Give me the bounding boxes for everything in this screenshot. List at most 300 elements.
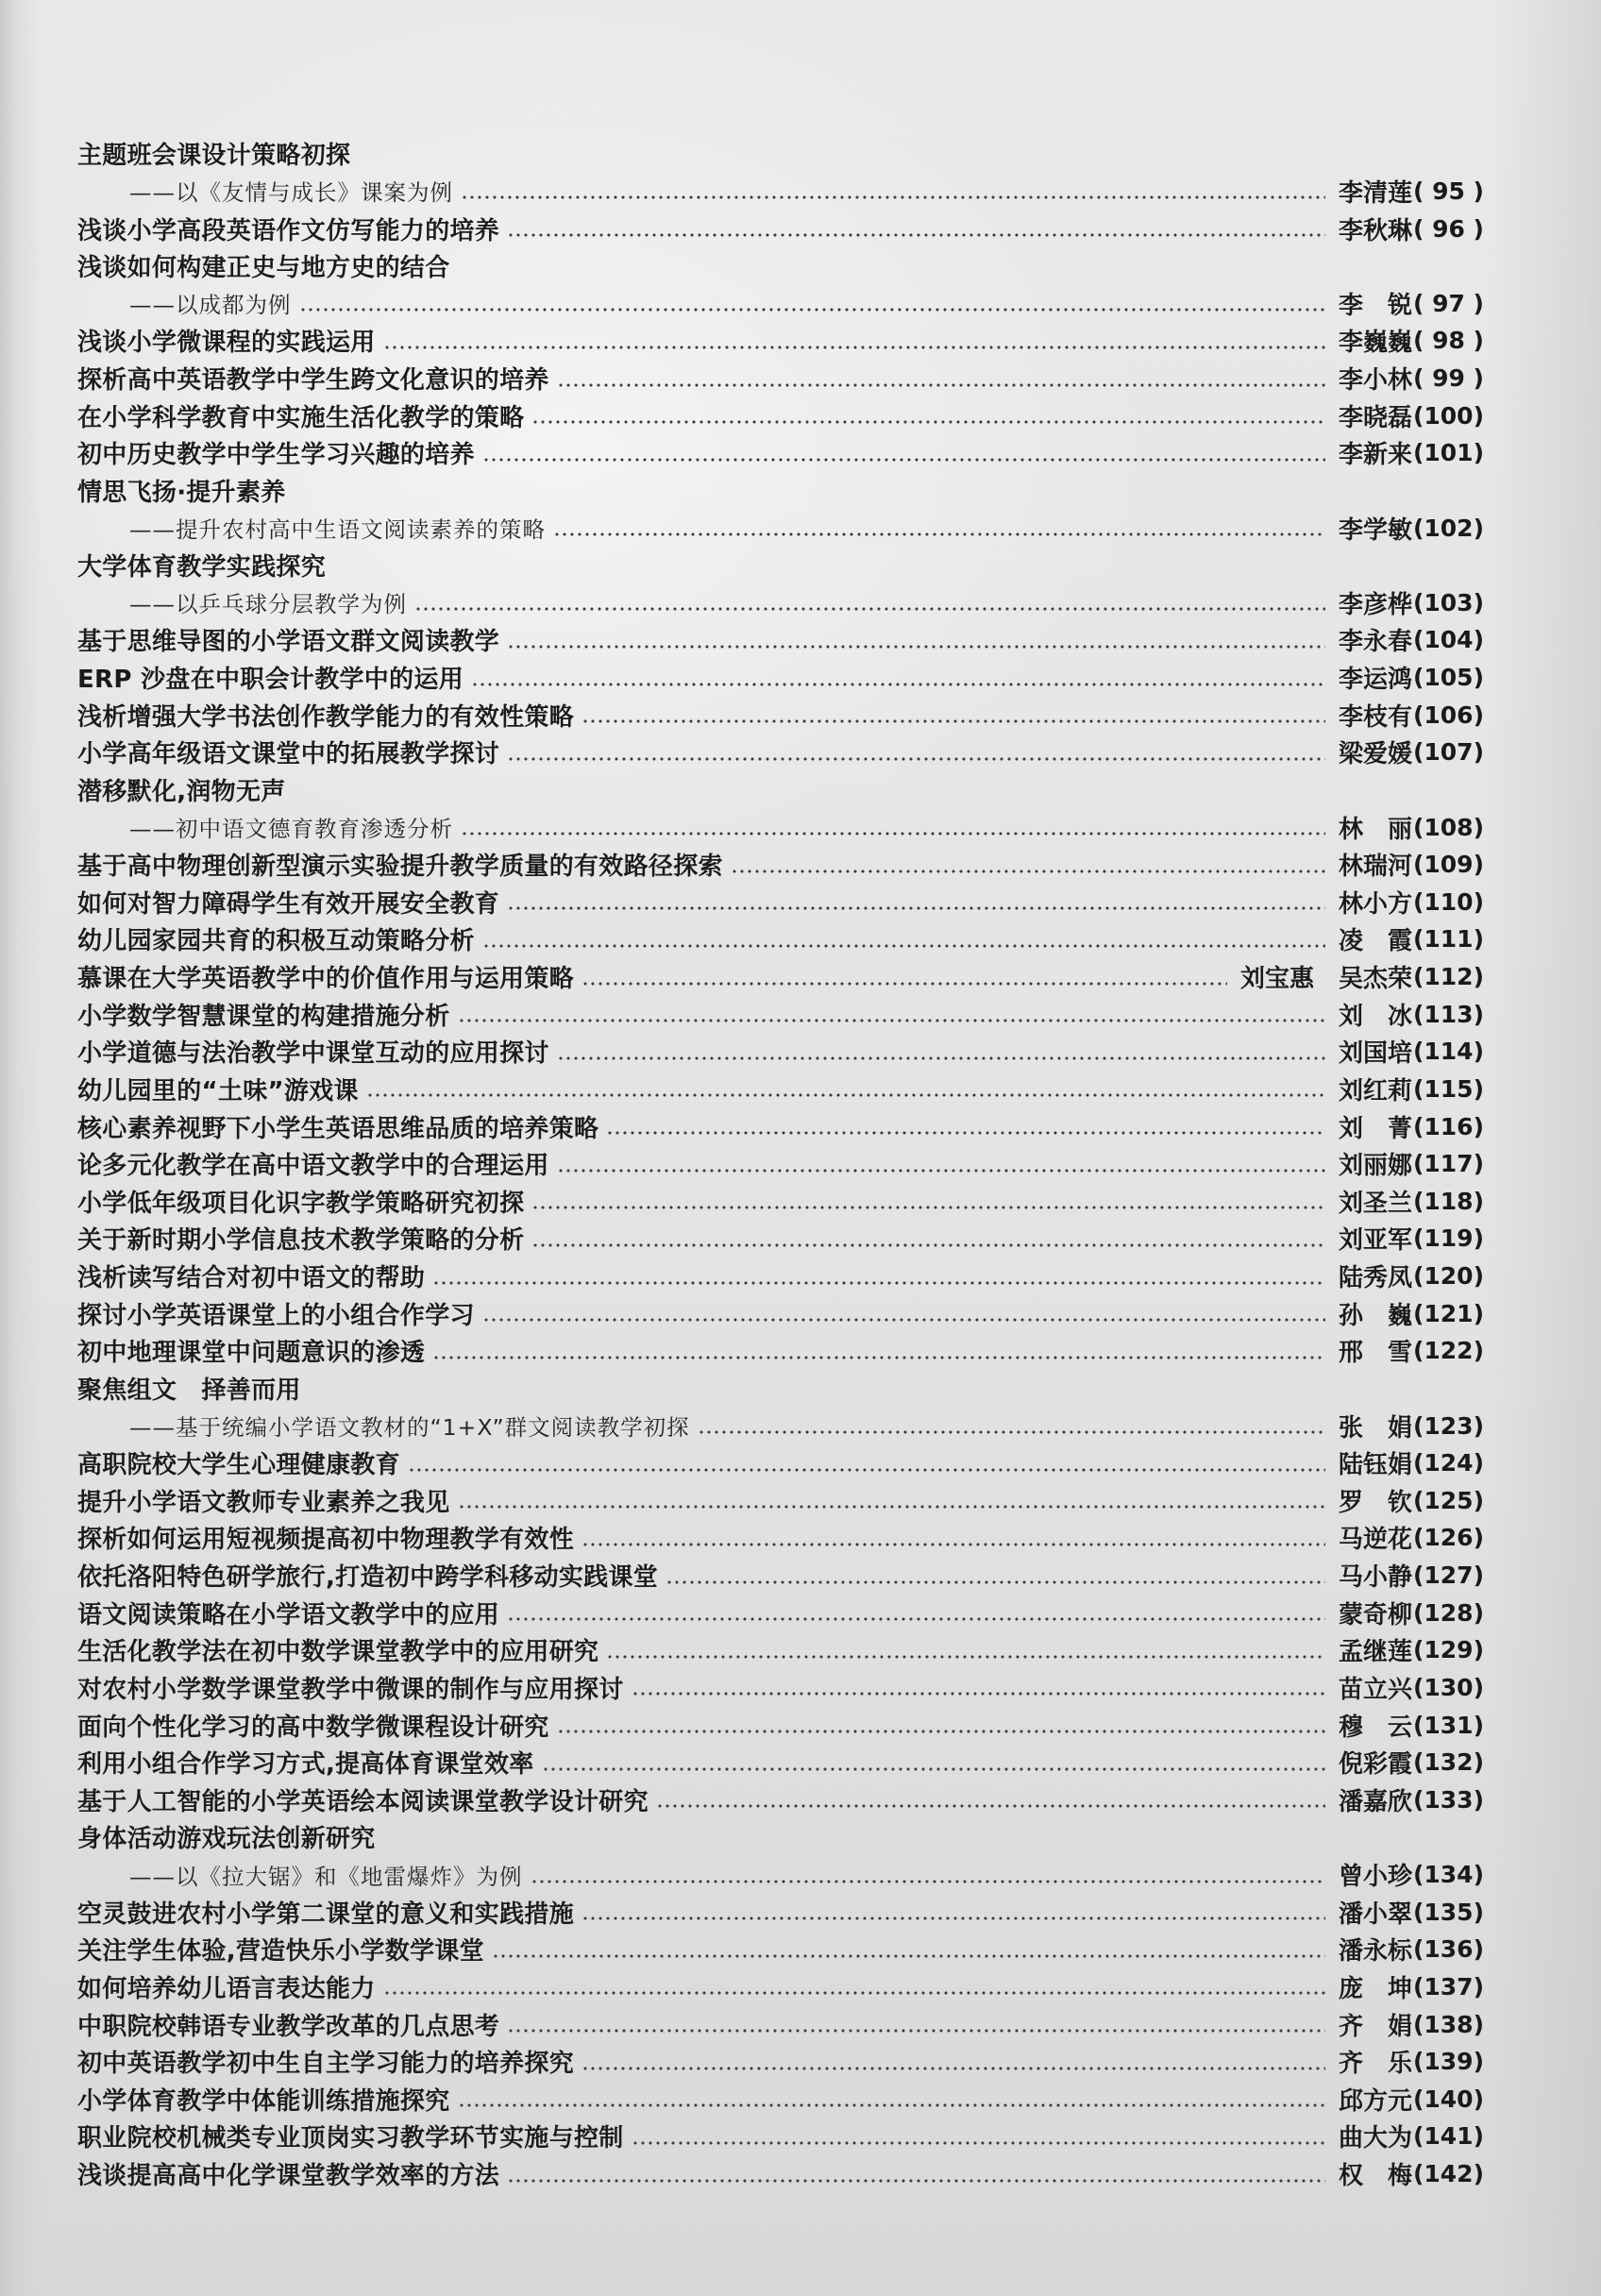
toc-entry-title-line xyxy=(77,472,1484,510)
entry-page-number: (102) xyxy=(1412,514,1484,542)
entry-title: 在小学科学教育中实施生活化教学的策略 xyxy=(77,403,525,432)
entry-author: 权 梅 xyxy=(1338,2162,1412,2191)
entry-title: 语文阅读策略在小学语文教学中的应用 xyxy=(77,1600,500,1629)
entry-subtitle: ——初中语文德育教育渗透分析 xyxy=(129,816,453,843)
dot-leader xyxy=(482,441,1325,465)
page-edge-shadow xyxy=(0,0,43,2296)
entry-author: 蒙奇柳 xyxy=(1338,1600,1412,1629)
toc-entry xyxy=(77,846,1484,884)
toc-entry-title-line xyxy=(77,771,1484,809)
entry-title: 基于高中物理创新型演示实验提升教学质量的有效路径探索 xyxy=(77,853,723,882)
toc-entry xyxy=(77,995,1484,1033)
entry-title: 利用小组合作学习方式,提高体育课堂效率 xyxy=(77,1750,534,1780)
entry-title: 浅谈小学高段英语作文仿写能力的培养 xyxy=(77,216,500,245)
entry-title: 主题班会课设计策略初探 xyxy=(77,142,351,171)
table-of-contents xyxy=(77,135,1484,2192)
entry-title: 核心素养视野下小学生英语思维品质的培养策略 xyxy=(77,1114,599,1143)
entry-page-number: (120) xyxy=(1412,1262,1484,1291)
toc-entry-line xyxy=(77,1557,1484,1595)
entry-page-number: (110) xyxy=(1412,887,1484,916)
toc-entry-line xyxy=(77,1033,1484,1071)
entry-title: 浅析增强大学书法创作教学能力的有效性策略 xyxy=(77,702,575,732)
entry-page-number: ( 96 ) xyxy=(1412,214,1484,243)
entry-author: 倪彩霞 xyxy=(1338,1750,1412,1780)
entry-page-number: (127) xyxy=(1412,1562,1484,1590)
toc-entry xyxy=(77,2118,1484,2155)
toc-entry xyxy=(77,1071,1484,1108)
toc-entry-line xyxy=(77,1744,1484,1781)
entry-author: 曲大为 xyxy=(1338,2124,1412,2153)
dot-leader xyxy=(507,1600,1325,1625)
entry-author: 刘宝惠 吴杰荣 xyxy=(1239,965,1412,994)
entry-page-number: (135) xyxy=(1412,1898,1484,1926)
entry-author: 庞 坤 xyxy=(1338,1974,1412,2003)
entry-author: 潘小翠 xyxy=(1338,1899,1412,1929)
toc-entry-subtitle-line xyxy=(77,1856,1484,1894)
entry-author: 穆 云 xyxy=(1338,1713,1412,1742)
entry-page-number: (107) xyxy=(1412,738,1484,767)
entry-title: 身体活动游戏玩法创新研究 xyxy=(77,1825,376,1854)
toc-entry-line xyxy=(77,2081,1484,2119)
toc-entry xyxy=(77,734,1484,771)
toc-entry-line xyxy=(77,1444,1484,1482)
toc-entry xyxy=(77,1220,1484,1258)
entry-author: 李学敏 xyxy=(1338,515,1412,545)
entry-author: 刘亚军 xyxy=(1338,1226,1412,1256)
dot-leader xyxy=(581,702,1325,727)
toc-entry-subtitle-line xyxy=(77,584,1484,622)
toc-entry-line xyxy=(77,1258,1484,1295)
toc-entry-line xyxy=(77,434,1484,472)
entry-page-number: (134) xyxy=(1412,1861,1484,1889)
entry-title: 幼儿园家园共育的积极互动策略分析 xyxy=(77,927,475,956)
entry-author: 齐 娟 xyxy=(1338,2012,1412,2041)
dot-leader xyxy=(531,1226,1325,1251)
toc-entry xyxy=(77,1893,1484,1931)
entry-title: 幼儿园里的“土味”游戏课 xyxy=(77,1076,359,1106)
entry-subtitle: ——基于统编小学语文教材的“1+X”群文阅读教学初探 xyxy=(129,1414,690,1442)
toc-entry xyxy=(77,1145,1484,1183)
entry-page-number: (141) xyxy=(1412,2122,1484,2151)
toc-entry xyxy=(77,1706,1484,1744)
entry-title: 探讨小学英语课堂上的小组合作学习 xyxy=(77,1301,475,1330)
entry-author: 刘 冰 xyxy=(1338,1002,1412,1031)
entry-title: 浅谈提高高中化学课堂教学效率的方法 xyxy=(77,2162,500,2191)
toc-entry-line xyxy=(77,360,1484,397)
toc-entry-subtitle-line xyxy=(77,285,1484,323)
entry-title: 小学高年级语文课堂中的拓展教学探讨 xyxy=(77,740,500,769)
entry-page-number: (126) xyxy=(1412,1524,1484,1552)
toc-entry xyxy=(77,247,1484,322)
entry-page-number: (105) xyxy=(1412,664,1484,692)
entry-page-number: (121) xyxy=(1412,1299,1484,1327)
entry-page-number: (117) xyxy=(1412,1150,1484,1178)
entry-author: 李秋琳 xyxy=(1338,216,1412,245)
toc-entry-line xyxy=(77,920,1484,958)
dot-leader xyxy=(581,965,1227,989)
dot-leader xyxy=(581,1899,1325,1924)
entry-author: 潘嘉欣 xyxy=(1338,1787,1412,1816)
toc-entry xyxy=(77,547,1484,621)
entry-page-number: (124) xyxy=(1412,1449,1484,1477)
dot-leader xyxy=(557,366,1325,391)
dot-leader xyxy=(606,1638,1325,1663)
entry-title: 高职院校大学生心理健康教育 xyxy=(77,1451,400,1480)
entry-page-number: (136) xyxy=(1412,1935,1484,1964)
entry-title: 情思飞扬·提升素养 xyxy=(77,478,286,507)
dot-leader xyxy=(507,628,1325,652)
entry-title: 初中历史教学中学生学习兴趣的培养 xyxy=(77,441,475,470)
entry-author: 林瑞河 xyxy=(1338,853,1412,882)
dot-leader xyxy=(606,1114,1325,1139)
toc-entry-line xyxy=(77,1332,1484,1370)
entry-page-number: (128) xyxy=(1412,1598,1484,1627)
entry-author: 孙 巍 xyxy=(1338,1301,1412,1330)
dot-leader xyxy=(557,1152,1325,1176)
entry-author: 李清莲 xyxy=(1338,178,1412,208)
entry-title: 提升小学语文教师专业素养之我见 xyxy=(77,1488,450,1517)
toc-entry-title-line xyxy=(77,547,1484,584)
dot-leader xyxy=(531,1863,1325,1887)
entry-page-number: (137) xyxy=(1412,1972,1484,2001)
toc-entry xyxy=(77,1183,1484,1221)
entry-author: 邱方元 xyxy=(1338,2086,1412,2116)
entry-author: 马小静 xyxy=(1338,1563,1412,1593)
entry-page-number: ( 98 ) xyxy=(1412,327,1484,355)
dot-leader xyxy=(408,1451,1325,1476)
entry-page-number: (104) xyxy=(1412,626,1484,654)
dot-leader xyxy=(507,889,1325,914)
entry-author: 林 丽 xyxy=(1338,815,1412,844)
dot-leader xyxy=(383,329,1325,353)
toc-entry xyxy=(77,397,1484,434)
toc-entry-line xyxy=(77,846,1484,884)
toc-entry xyxy=(77,2005,1484,2043)
dot-leader xyxy=(531,1189,1325,1213)
toc-entry xyxy=(77,1594,1484,1631)
entry-author: 刘红莉 xyxy=(1338,1076,1412,1106)
dot-leader xyxy=(557,1713,1325,1737)
entry-title: 潜移默化,润物无声 xyxy=(77,777,286,806)
toc-entry-line xyxy=(77,1931,1484,1968)
entry-title: 慕课在大学英语教学中的价值作用与运用策略 xyxy=(77,965,575,994)
dot-leader xyxy=(461,815,1325,839)
toc-entry-line xyxy=(77,1294,1484,1332)
toc-entry-line xyxy=(77,2155,1484,2193)
entry-title: 空灵鼓进农村小学第二课堂的意义和实践措施 xyxy=(77,1899,575,1929)
toc-entry-line xyxy=(77,958,1484,996)
toc-entry-line xyxy=(77,1519,1484,1557)
dot-leader xyxy=(632,1675,1325,1699)
entry-page-number: (118) xyxy=(1412,1187,1484,1215)
toc-entry-line xyxy=(77,1669,1484,1707)
toc-entry-line xyxy=(77,696,1484,734)
toc-entry xyxy=(77,884,1484,921)
dot-leader xyxy=(507,740,1325,765)
entry-author: 刘国培 xyxy=(1338,1039,1412,1069)
toc-entry-line xyxy=(77,1706,1484,1744)
dot-leader xyxy=(414,590,1325,615)
toc-entry xyxy=(77,210,1484,247)
toc-entry xyxy=(77,1519,1484,1557)
entry-title: 聚焦组文 择善而用 xyxy=(77,1376,301,1405)
entry-author: 李新来 xyxy=(1338,441,1412,470)
toc-entry-line xyxy=(77,1968,1484,2006)
entry-title: 浅谈小学微课程的实践运用 xyxy=(77,329,376,358)
entry-page-number: (113) xyxy=(1412,1000,1484,1028)
entry-page-number: (111) xyxy=(1412,925,1484,954)
entry-title: 职业院校机械类专业顶岗实习教学环节实施与控制 xyxy=(77,2124,624,2153)
toc-entry xyxy=(77,1744,1484,1781)
entry-page-number: (114) xyxy=(1412,1038,1484,1066)
entry-title: 关注学生体验,营造快乐小学数学课堂 xyxy=(77,1937,484,1967)
entry-author: 刘丽娜 xyxy=(1338,1152,1412,1181)
entry-page-number: ( 97 ) xyxy=(1412,289,1484,317)
entry-subtitle: ——以《拉大锯》和《地雷爆炸》为例 xyxy=(129,1863,523,1890)
toc-entry xyxy=(77,1294,1484,1332)
dot-leader xyxy=(492,1937,1325,1962)
toc-entry xyxy=(77,1370,1484,1444)
entry-author: 陆钰娟 xyxy=(1338,1451,1412,1480)
dot-leader xyxy=(299,291,1325,315)
toc-entry xyxy=(77,1931,1484,1968)
toc-entry xyxy=(77,958,1484,996)
dot-leader xyxy=(507,2162,1325,2186)
dot-leader xyxy=(471,666,1325,690)
entry-page-number: (108) xyxy=(1412,813,1484,841)
entry-subtitle: ——以成都为例 xyxy=(129,292,292,319)
dot-leader xyxy=(507,216,1325,241)
dot-leader xyxy=(461,178,1325,203)
entry-page-number: (100) xyxy=(1412,401,1484,430)
toc-entry xyxy=(77,360,1484,397)
toc-entry xyxy=(77,2081,1484,2119)
dot-leader xyxy=(383,1974,1325,1999)
entry-title: 面向个性化学习的高中数学微课程设计研究 xyxy=(77,1713,549,1742)
entry-page-number: ( 95 ) xyxy=(1412,177,1484,205)
entry-subtitle: ——以《友情与成长》课案为例 xyxy=(129,179,453,207)
entry-title: 生活化教学法在初中数学课堂教学中的应用研究 xyxy=(77,1638,599,1667)
entry-page-number: (142) xyxy=(1412,2160,1484,2188)
entry-page-number: (109) xyxy=(1412,851,1484,879)
entry-author: 刘圣兰 xyxy=(1338,1189,1412,1218)
dot-leader xyxy=(432,1339,1325,1363)
entry-author: 刘 菁 xyxy=(1338,1114,1412,1143)
entry-author: 李 锐 xyxy=(1338,291,1412,320)
entry-page-number: (129) xyxy=(1412,1636,1484,1664)
toc-entry-line xyxy=(77,397,1484,434)
entry-page-number: (106) xyxy=(1412,701,1484,729)
toc-entry xyxy=(77,1033,1484,1071)
dot-leader xyxy=(482,1301,1325,1325)
toc-entry-line xyxy=(77,1107,1484,1145)
toc-entry-line xyxy=(77,1220,1484,1258)
entry-title: 中职院校韩语专业教学改革的几点思考 xyxy=(77,2012,500,2041)
toc-entry xyxy=(77,2155,1484,2193)
toc-entry xyxy=(77,1968,1484,2006)
entry-author: 苗立兴 xyxy=(1338,1675,1412,1704)
entry-author: 林小方 xyxy=(1338,889,1412,919)
dot-leader xyxy=(531,403,1325,428)
toc-entry xyxy=(77,434,1484,472)
toc-entry xyxy=(77,1444,1484,1482)
entry-page-number: (119) xyxy=(1412,1224,1484,1253)
entry-title: 小学数学智慧课堂的构建措施分析 xyxy=(77,1002,450,1031)
entry-author: 李晓磊 xyxy=(1338,403,1412,432)
toc-entry-line xyxy=(77,1631,1484,1669)
toc-entry-subtitle-line xyxy=(77,1407,1484,1444)
dot-leader xyxy=(553,515,1325,540)
entry-title: 浅析读写结合对初中语文的帮助 xyxy=(77,1264,426,1293)
toc-entry xyxy=(77,2043,1484,2081)
toc-entry-line xyxy=(77,1594,1484,1631)
entry-title: 小学道德与法治教学中课堂互动的应用探讨 xyxy=(77,1039,549,1069)
entry-author: 李彦桦 xyxy=(1338,590,1412,619)
entry-author: 潘永标 xyxy=(1338,1937,1412,1967)
toc-entry-line xyxy=(77,322,1484,360)
entry-page-number: (140) xyxy=(1412,2085,1484,2113)
toc-entry xyxy=(77,1107,1484,1145)
dot-leader xyxy=(507,2012,1325,2036)
dot-leader xyxy=(542,1750,1325,1775)
entry-page-number: (139) xyxy=(1412,2048,1484,2076)
entry-subtitle: ——以乒乓球分层教学为例 xyxy=(129,591,407,618)
entry-author: 马逆花 xyxy=(1338,1526,1412,1555)
toc-entry-line xyxy=(77,1781,1484,1819)
entry-title: 关于新时期小学信息技术教学策略的分析 xyxy=(77,1226,525,1256)
entry-title: 小学体育教学中体能训练措施探究 xyxy=(77,2086,450,2116)
dot-leader xyxy=(666,1563,1325,1588)
toc-entry xyxy=(77,322,1484,360)
toc-entry xyxy=(77,1482,1484,1520)
dot-leader xyxy=(581,2050,1325,2074)
dot-leader xyxy=(458,1488,1325,1512)
entry-title: 基于人工智能的小学英语绘本阅读课堂教学设计研究 xyxy=(77,1787,649,1816)
entry-title: 初中地理课堂中问题意识的渗透 xyxy=(77,1339,426,1368)
entry-page-number: (138) xyxy=(1412,2010,1484,2038)
entry-page-number: (123) xyxy=(1412,1411,1484,1440)
toc-entry-line xyxy=(77,2118,1484,2155)
entry-title: 探析如何运用短视频提高初中物理教学有效性 xyxy=(77,1526,575,1555)
toc-entry-title-line xyxy=(77,247,1484,285)
entry-page-number: (130) xyxy=(1412,1673,1484,1701)
dot-leader xyxy=(432,1264,1325,1289)
entry-page-number: (103) xyxy=(1412,588,1484,616)
toc-entry xyxy=(77,472,1484,547)
toc-entry-line xyxy=(77,884,1484,921)
toc-entry-line xyxy=(77,2043,1484,2081)
dot-leader xyxy=(656,1787,1325,1812)
toc-entry-line xyxy=(77,995,1484,1033)
toc-entry-line xyxy=(77,659,1484,697)
toc-entry-title-line xyxy=(77,1818,1484,1856)
toc-entry-title-line xyxy=(77,135,1484,173)
toc-entry xyxy=(77,1258,1484,1295)
entry-title: ERP 沙盘在中职会计教学中的运用 xyxy=(77,666,463,695)
toc-entry xyxy=(77,696,1484,734)
dot-leader xyxy=(458,2086,1325,2111)
entry-page-number: (122) xyxy=(1412,1337,1484,1365)
dot-leader xyxy=(731,853,1325,877)
entry-page-number: (101) xyxy=(1412,439,1484,467)
toc-entry-line xyxy=(77,1482,1484,1520)
toc-entry xyxy=(77,1669,1484,1707)
toc-entry-subtitle-line xyxy=(77,808,1484,846)
toc-entry-line xyxy=(77,2005,1484,2043)
entry-author: 陆秀凤 xyxy=(1338,1264,1412,1293)
toc-entry xyxy=(77,1781,1484,1819)
dot-leader xyxy=(632,2124,1325,2149)
dot-leader xyxy=(366,1076,1325,1101)
entry-title: 初中英语教学初中生自主学习能力的培养探究 xyxy=(77,2050,575,2079)
entry-author: 李枝有 xyxy=(1338,702,1412,732)
entry-title: 对农村小学数学课堂教学中微课的制作与应用探讨 xyxy=(77,1675,624,1704)
entry-author: 曾小珍 xyxy=(1338,1863,1412,1892)
toc-entry xyxy=(77,1631,1484,1669)
toc-entry-line xyxy=(77,734,1484,771)
toc-entry xyxy=(77,771,1484,846)
toc-entry-line xyxy=(77,1183,1484,1221)
toc-entry xyxy=(77,135,1484,210)
entry-title: 浅谈如何构建正史与地方史的结合 xyxy=(77,254,450,283)
entry-author: 李永春 xyxy=(1338,628,1412,657)
entry-author: 李小林 xyxy=(1338,366,1412,396)
entry-author: 孟继莲 xyxy=(1338,1638,1412,1667)
toc-entry-line xyxy=(77,1145,1484,1183)
entry-author: 张 娟 xyxy=(1338,1413,1412,1443)
toc-entry-line xyxy=(77,1071,1484,1108)
toc-entry xyxy=(77,1818,1484,1893)
entry-page-number: (112) xyxy=(1412,963,1484,991)
entry-page-number: (115) xyxy=(1412,1074,1484,1103)
entry-subtitle: ——提升农村高中生语文阅读素养的策略 xyxy=(129,516,546,544)
entry-title: 论多元化教学在高中语文教学中的合理运用 xyxy=(77,1152,549,1181)
entry-title: 如何培养幼儿语言表达能力 xyxy=(77,1974,376,2003)
toc-entry xyxy=(77,659,1484,697)
entry-page-number: (125) xyxy=(1412,1486,1484,1514)
entry-title: 依托洛阳特色研学旅行,打造初中跨学科移动实践课堂 xyxy=(77,1563,659,1593)
entry-page-number: (133) xyxy=(1412,1785,1484,1814)
entry-page-number: ( 99 ) xyxy=(1412,364,1484,393)
entry-title: 探析高中英语教学中学生跨文化意识的培养 xyxy=(77,366,549,396)
entry-title: 小学低年级项目化识字教学策略研究初探 xyxy=(77,1189,525,1218)
toc-entry xyxy=(77,920,1484,958)
toc-entry-subtitle-line xyxy=(77,509,1484,547)
page-edge-shade xyxy=(1488,0,1601,2296)
entry-title: 如何对智力障碍学生有效开展安全教育 xyxy=(77,889,500,919)
dot-leader xyxy=(557,1039,1325,1064)
toc-entry xyxy=(77,1332,1484,1370)
toc-entry xyxy=(77,1557,1484,1595)
entry-author: 齐 乐 xyxy=(1338,2050,1412,2079)
dot-leader xyxy=(581,1526,1325,1550)
dot-leader xyxy=(698,1413,1325,1438)
entry-page-number: (116) xyxy=(1412,1112,1484,1140)
entry-page-number: (131) xyxy=(1412,1711,1484,1739)
toc-entry-line xyxy=(77,1893,1484,1931)
entry-title: 基于思维导图的小学语文群文阅读教学 xyxy=(77,628,500,657)
toc-entry xyxy=(77,621,1484,659)
entry-author: 梁爱媛 xyxy=(1338,740,1412,769)
toc-entry-line xyxy=(77,621,1484,659)
toc-entry-line xyxy=(77,210,1484,247)
entry-author: 李运鸿 xyxy=(1338,666,1412,695)
entry-title: 大学体育教学实践探究 xyxy=(77,553,327,582)
entry-author: 邢 雪 xyxy=(1338,1339,1412,1368)
toc-entry-subtitle-line xyxy=(77,173,1484,211)
entry-author: 罗 钦 xyxy=(1338,1488,1412,1517)
dot-leader xyxy=(458,1002,1325,1026)
